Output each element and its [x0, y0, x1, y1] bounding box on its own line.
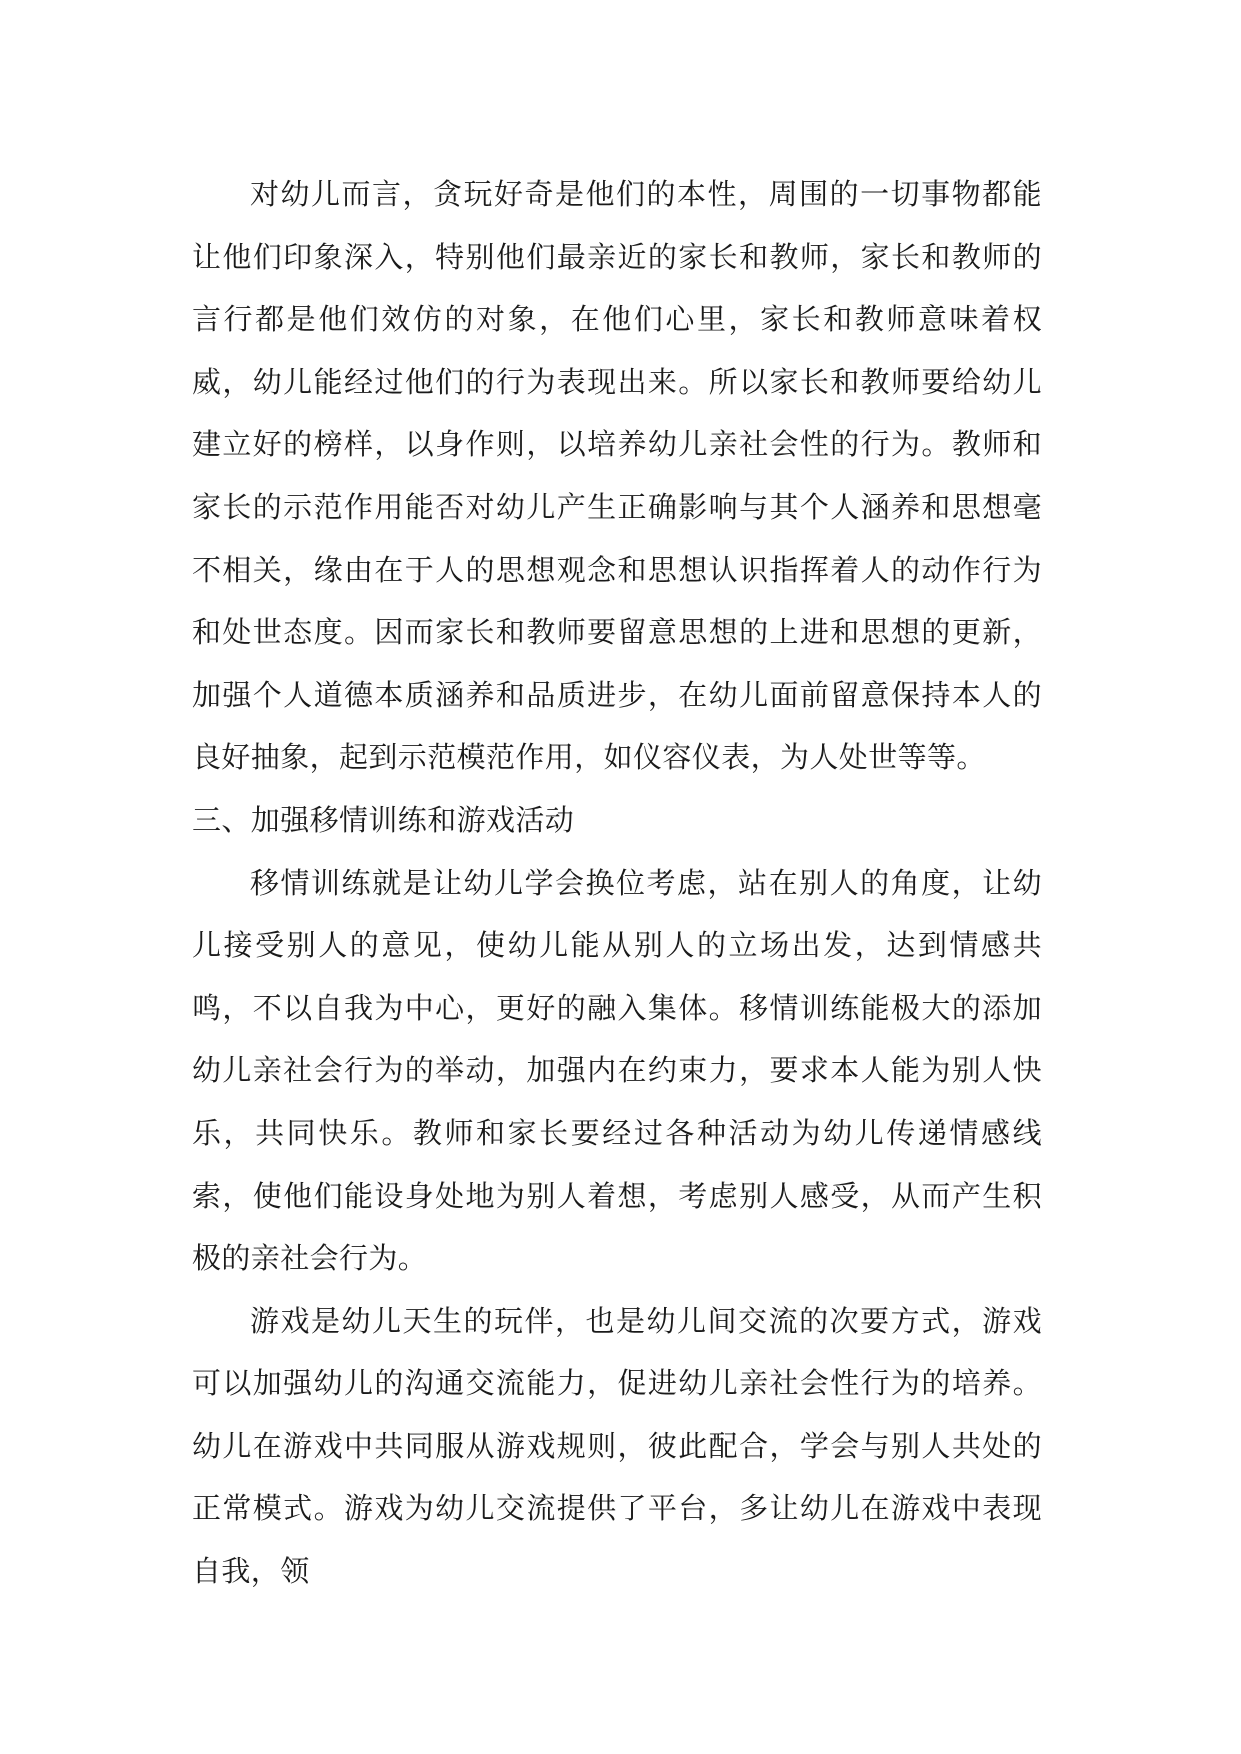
section-heading-3: 三、加强移情训练和游戏活动: [192, 802, 575, 837]
document-body: [192, 163, 1042, 1603]
paragraph-empathy-training: 移情训练就是让幼儿学会换位考虑，站在别人的角度，让幼儿接受别人的意见，使幼儿能从别人的立场出发，达到情感共鸣，不以自我为中心，更好的融入集体。移情训练能极大的添加幼儿亲社会行为的举动，加强内在约束力，要求本人能为别人快乐，共同快乐。教师和家长要经过各种活动为幼儿传递情感线索，使他们能设身处地为别人着想，考虑别人感受，从而产生积极的亲社会行为。: [192, 865, 1042, 1276]
paragraph-games: 游戏是幼儿天生的玩伴，也是幼儿间交流的次要方式，游戏可以加强幼儿的沟通交流能力，促进幼儿亲社会性行为的培养。幼儿在游戏中共同服从游戏规则，彼此配合，学会与别人共处的正常模式。游戏为幼儿交流提供了平台，多让幼儿在游戏中表现自我，领: [192, 1303, 1042, 1589]
paragraph-role-models: 对幼儿而言，贪玩好奇是他们的本性，周围的一切事物都能让他们印象深入，特别他们最亲近的家长和教师，家长和教师的言行都是他们效仿的对象，在他们心里，家长和教师意味着权威，幼儿能经过他们的行为表现出来。所以家长和教师要给幼儿建立好的榜样，以身作则，以培养幼儿亲社会性的行为。教师和家长的示范作用能否对幼儿产生正确影响与其个人涵养和思想毫不相关，缘由在于人的思想观念和思想认识指挥着人的动作行为和处世态度。因而家长和教师要留意思想的上进和思想的更新，加强个人道德本质涵养和品质进步，在幼儿面前留意保持本人的良好抽象，起到示范模范作用，如仪容仪表，为人处世等等。: [192, 177, 1042, 775]
